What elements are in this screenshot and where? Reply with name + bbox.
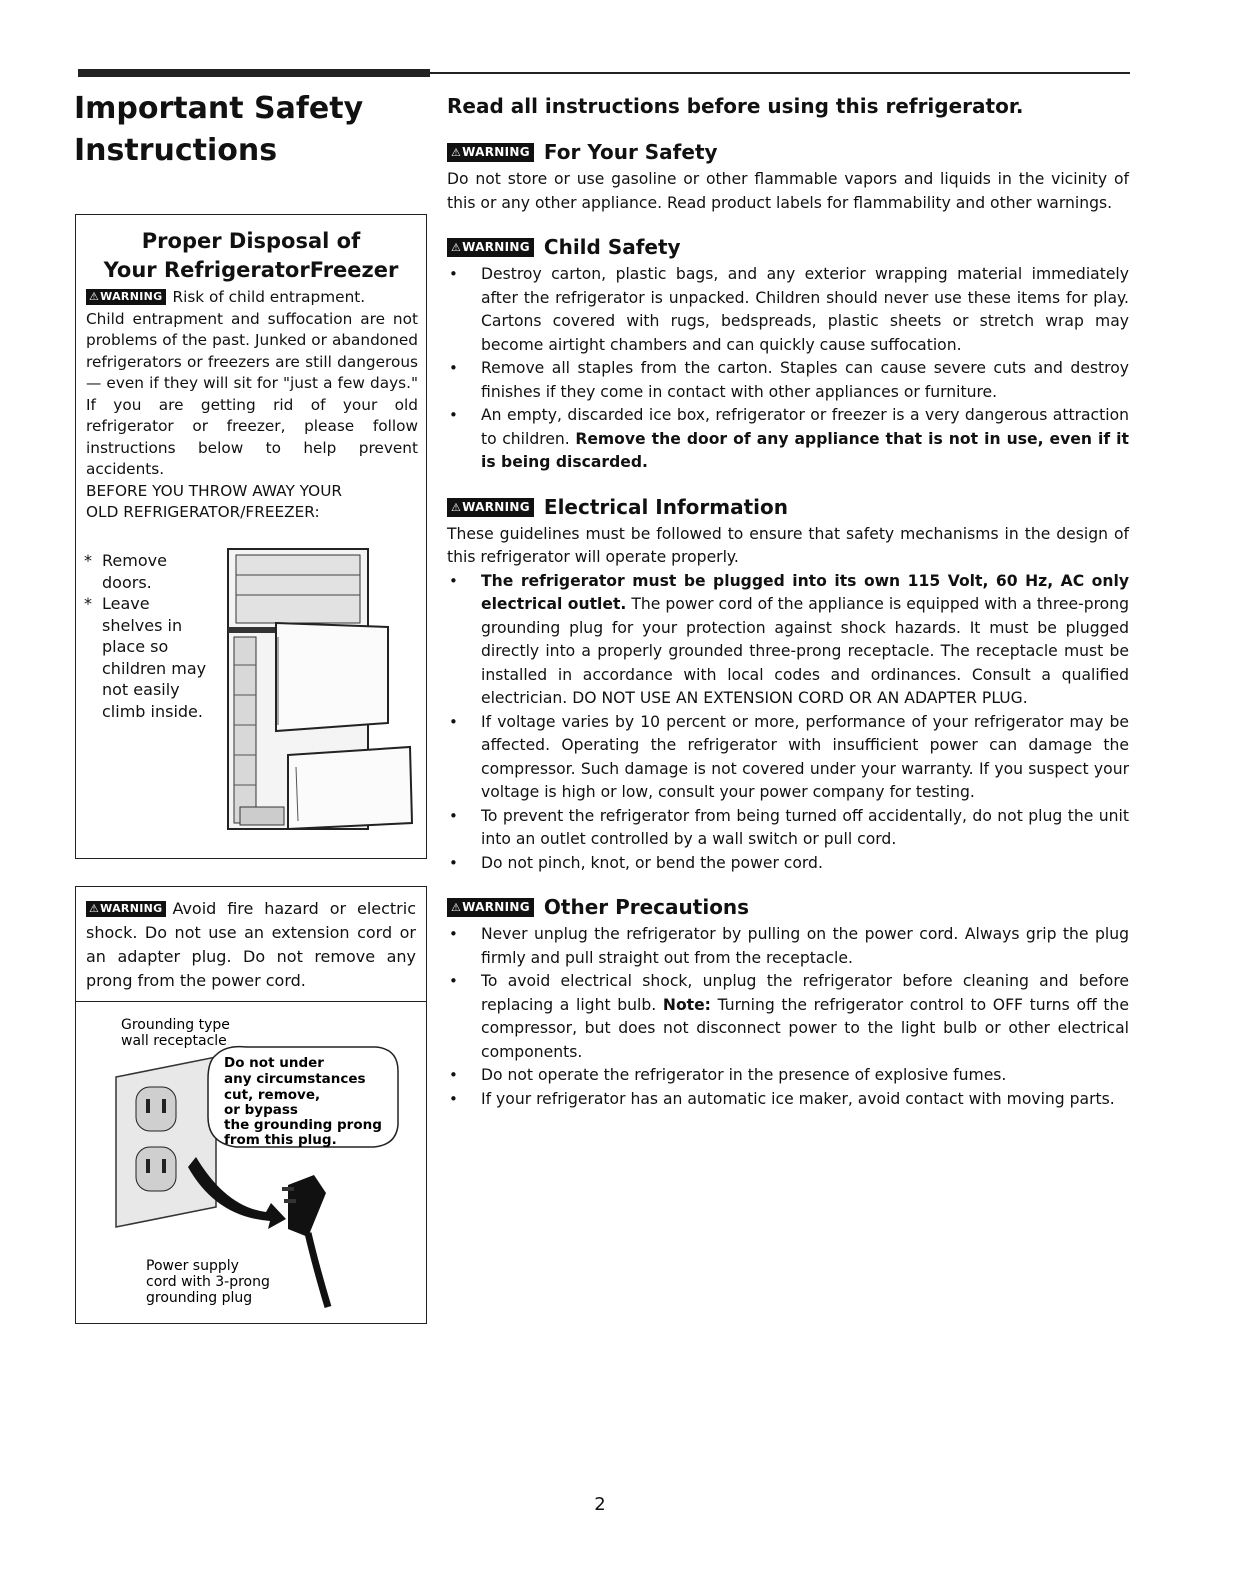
callout-line: any circumstances (224, 1071, 366, 1087)
section-heading: ⚠WARNING Child Safety (447, 233, 1129, 261)
list-item: • Remove all staples from the carton. Staples can cause severe cuts and destroy finishes if they come in contact with other appliances or furniture. (447, 357, 1129, 404)
electrical-intro: These guidelines must be followed to ensure that safety mechanisms in the design of this refrigerator will operate properly. (447, 524, 1129, 566)
callout-line: or bypass (224, 1102, 298, 1118)
receptacle-label-line2: wall receptacle (121, 1033, 227, 1049)
cord-label-line: Power supply (146, 1258, 239, 1274)
section-heading: ⚠WARNING For Your Safety (447, 138, 1129, 166)
extension-warning (76, 887, 426, 1002)
refrigerator-illustration (216, 545, 416, 835)
instructions-column (447, 92, 1129, 1129)
warning-triangle-icon: ⚠ (89, 902, 100, 915)
warning-badge: ⚠WARNING (447, 143, 534, 162)
list-item: • Destroy carton, plastic bags, and any exterior wrapping material immediately after the refrigerator is unpacked. Children should never use these items for play. Cartons covered with rugs, bedspreads, plastic sheets or stretch wrap may become airtight chambers and can quickly cause suffocation. (447, 263, 1129, 357)
warning-triangle-icon: ⚠ (451, 901, 462, 914)
warning-triangle-icon: ⚠ (451, 241, 462, 254)
disposal-steps (84, 550, 214, 722)
lead-text: Read all instructions before using this refrigerator. (447, 94, 1024, 118)
for-your-safety-text: Do not store or use gasoline or other flammable vapors and liquids in the vicinity of this or any other appliance. Read product labels for flammability and other warnings. (447, 170, 1129, 212)
receptacle-label-line1: Grounding type (121, 1017, 230, 1033)
list-item: • Do not pinch, knot, or bend the power cord. (447, 852, 1129, 876)
disposal-title (76, 227, 426, 285)
list-item: • Do not operate the refrigerator in the presence of explosive fumes. (447, 1064, 1129, 1088)
warning-triangle-icon: ⚠ (451, 500, 462, 514)
disposal-box (75, 214, 427, 859)
disposal-before-line1: BEFORE YOU THROW AWAY YOUR (86, 481, 343, 500)
list-item: • To prevent the refrigerator from being turned off accidentally, do not plug the unit into an outlet controlled by a wall switch or pull cord. (447, 805, 1129, 852)
page-title: Important Safety Instructions (74, 91, 364, 168)
warning-triangle-icon: ⚠ (451, 146, 462, 159)
list-item: • If your refrigerator has an automatic ice maker, avoid contact with moving parts. (447, 1088, 1129, 1112)
grounding-plug-illustration (76, 1007, 426, 1323)
disposal-body (86, 287, 418, 524)
callout-line: from this plug. (224, 1132, 337, 1148)
warning-badge: ⚠WARNING (86, 289, 166, 305)
list-item: • An empty, discarded ice box, refrigerator or freezer is a very dangerous attraction to children. Remove the door of any appliance that is not in use, even if it is being discarded. (447, 404, 1129, 475)
callout-line: the grounding prong (224, 1117, 382, 1133)
disposal-step: * Remove doors. (84, 551, 167, 592)
page-number: 2 (594, 1494, 606, 1515)
list-item: • If voltage varies by 10 percent or more, performance of your refrigerator may be affected. Operating the refrigerator with insufficient power can damage the compressor. Such damage is not covered under your warranty. If you suspect your voltage is high or low, consult your power company for testing. (447, 711, 1129, 805)
child-safety-list (447, 263, 1129, 475)
warning-badge: ⚠WARNING (447, 498, 534, 517)
header-rule-thick (78, 69, 430, 77)
callout-line: cut, remove, (224, 1087, 321, 1103)
warning-badge: ⚠WARNING (86, 901, 166, 917)
section-for-your-safety (447, 138, 1129, 215)
list-item: • The refrigerator must be plugged into its own 115 Volt, 60 Hz, AC only electrical outlet. The power cord of the appliance is equipped with a three-prong grounding plug for your protection against shock hazards. It must be plugged directly into a properly grounded three-prong receptacle. The receptacle must be installed in accordance with local codes and ordinances. Consult a qualified electrician. DO NOT USE AN EXTENSION CORD OR AN ADAPTER PLUG. (447, 570, 1129, 711)
list-item: • To avoid electrical shock, unplug the refrigerator before cleaning and before replacing a light bulb. Note: Turning the refrigerator control to OFF turns off the compressor, but does not disconnect power to the light bulb or other electrical components. (447, 970, 1129, 1064)
disposal-title-line1: Proper Disposal of (141, 229, 361, 253)
list-item: • Never unplug the refrigerator by pulling on the power cord. Always grip the plug firmly and pull straight out from the receptacle. (447, 923, 1129, 970)
section-other-precautions (447, 893, 1129, 1111)
disposal-body-text: Child entrapment and suffocation are not problems of the past. Junked or abandoned refrigerators or freezers are still dangerous — even if they will sit for "just a few days." If you are getting rid of your old refrigerator or freezer, please follow instructions below to help prevent accidents. (86, 309, 418, 478)
disposal-before-line2: OLD REFRIGERATOR/FREEZER: (86, 503, 320, 521)
section-child-safety (447, 233, 1129, 475)
disposal-title-line2: Your RefrigeratorFreezer (103, 258, 399, 282)
warning-badge: ⚠WARNING (447, 238, 534, 257)
warning-triangle-icon: ⚠ (89, 290, 100, 303)
section-electrical (447, 493, 1129, 876)
callout-line: Do not under (224, 1055, 324, 1071)
other-precautions-list (447, 923, 1129, 1111)
electrical-list (447, 570, 1129, 876)
section-heading: ⚠WARNING Electrical Information (447, 493, 1129, 521)
extension-warning-text: Avoid fire hazard or electric shock. Do not use an extension cord or an adapter plug. Do not remove any prong from the power cord. (86, 899, 416, 990)
disposal-step: * Leave shelves in place so children may not easily climb inside. (84, 594, 207, 721)
warning-badge: ⚠WARNING (447, 898, 534, 917)
extension-cord-box (75, 886, 427, 1324)
header-rule-thin (430, 72, 1130, 74)
cord-label-line: grounding plug (146, 1290, 253, 1306)
disposal-warning-text: Risk of child entrapment. (172, 288, 366, 306)
section-heading: ⚠WARNING Other Precautions (447, 893, 1129, 921)
cord-label-line: cord with 3-prong (146, 1274, 270, 1290)
